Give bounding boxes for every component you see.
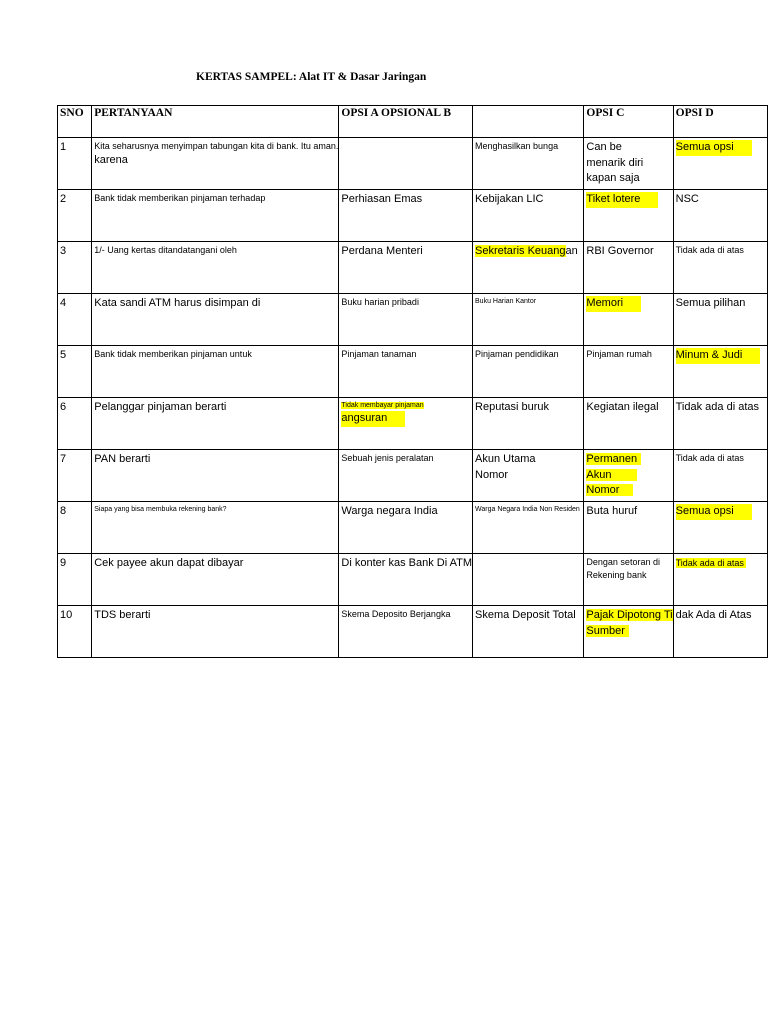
header-opsi-d: OPSI D [673,106,767,138]
row-option-b: Menghasilkan bunga [473,138,584,190]
option-c-line1 [586,452,672,468]
row-sno: 9 [58,554,92,606]
row-option-a: Skema Deposito Berjangka [339,606,473,658]
row-option-c: Buta huruf [584,502,673,554]
table-row [58,190,768,242]
header-pertanyaan: PERTANYAAN [92,106,339,138]
row-option-a [339,138,473,190]
question-text-cont: karena [94,154,128,166]
row-question: Kata sandi ATM harus disimpan di [92,294,339,346]
row-option-c: Pinjaman rumah [584,346,673,398]
table-row [58,346,768,398]
option-c-highlight: Akun [586,469,637,481]
option-b-highlight: Sekretaris Keuang [475,245,566,257]
row-sno: 8 [58,502,92,554]
option-c-line: Can be [586,141,622,153]
row-sno: 4 [58,294,92,346]
row-option-a: Perhiasan Emas [339,190,473,242]
header-row [58,106,768,138]
row-option-a: Di konter kas Bank Di ATM [339,554,473,606]
table-row [58,554,768,606]
table-row [58,450,768,502]
option-c-line2 [586,468,672,484]
row-option-d: NSC [673,190,767,242]
row-option-b: Skema Deposit Total [473,606,584,658]
row-sno: 10 [58,606,92,658]
row-sno: 5 [58,346,92,398]
row-question: Cek payee akun dapat dibayar [92,554,339,606]
row-option-d: Tidak ada di atas [673,398,767,450]
row-option-b: Pinjaman pendidikan [473,346,584,398]
row-option-c [584,606,673,658]
option-b-line: Akun Utama [475,453,536,465]
row-option-c [584,138,673,190]
table-row [58,398,768,450]
row-option-c: RBI Governor [584,242,673,294]
row-option-d [673,346,767,398]
option-c-highlight: Permanen [586,453,641,465]
document-title: KERTAS SAMPEL: Alat IT & Dasar Jaringan [196,71,427,83]
table-row [58,606,768,658]
row-question: 1/- Uang kertas ditandatangani oleh [92,242,339,294]
row-option-c: Kegiatan ilegal [584,398,673,450]
option-b-rest: an [565,245,578,257]
option-c-highlight: Pajak Dipotong Ti [586,609,673,621]
option-c-line2 [586,624,672,640]
option-c-line1 [586,608,672,624]
table-row [58,242,768,294]
option-c-line: menarik diri [586,156,644,169]
header-opsi-c: OPSI C [584,106,673,138]
row-option-d: Semua pilihan [673,294,767,346]
row-question: Bank tidak memberikan pinjaman untuk [92,346,339,398]
option-c-text: Tiket lotere [586,192,658,208]
option-a-line1 [341,400,472,411]
row-option-c [584,450,673,502]
option-a-highlight: Tidak membayar pinjaman [341,402,424,409]
row-option-b [473,450,584,502]
row-sno: 2 [58,190,92,242]
option-d-text: Semua opsi [676,140,752,156]
row-option-a: Perdana Menteri [339,242,473,294]
row-option-b: Buku Harian Kantor [473,294,584,346]
row-question: TDS berarti [92,606,339,658]
option-c-line: kapan saja [586,172,640,184]
row-option-d [673,138,767,190]
option-c-line: Rekening bank [586,570,647,580]
table-row [58,294,768,346]
option-a-highlight-2: angsuran [341,411,405,427]
row-option-d: Tidak ada di atas [673,450,767,502]
option-d-text: Minum & Judi [676,348,761,364]
row-option-a: Warga negara India [339,502,473,554]
row-question: Bank tidak memberikan pinjaman terhadap [92,190,339,242]
row-sno: 7 [58,450,92,502]
option-c-highlight: Nomor [586,484,633,496]
option-c-text: Memori [586,296,641,312]
row-question [92,138,339,190]
row-option-b [473,554,584,606]
row-sno: 1 [58,138,92,190]
row-option-d [673,502,767,554]
row-option-c [584,294,673,346]
header-empty [473,106,584,138]
option-c-line3 [586,483,672,499]
option-c-highlight: Sumber [586,625,629,637]
row-sno: 3 [58,242,92,294]
option-a-line2 [341,411,472,427]
row-option-b: Warga Negara India Non Residen [473,502,584,554]
question-text: Kita seharusnya menyimpan tabungan kita di bank. Itu aman. [94,141,339,151]
row-question: Pelanggar pinjaman berarti [92,398,339,450]
row-option-d: dak Ada di Atas [673,606,767,658]
option-b-line: Nomor [475,468,509,481]
table-row [58,138,768,190]
option-d-text: Semua opsi [676,504,752,520]
row-question: PAN berarti [92,450,339,502]
row-option-b: Reputasi buruk [473,398,584,450]
row-option-d [673,554,767,606]
header-sno: SNO [58,106,92,138]
row-option-a: Sebuah jenis peralatan [339,450,473,502]
header-opsi-a-b: OPSI A OPSIONAL B [339,106,473,138]
table-row [58,502,768,554]
row-option-a: Buku harian pribadi [339,294,473,346]
row-question: Siapa yang bisa membuka rekening bank? [92,502,339,554]
row-option-c [584,554,673,606]
option-d-text: Tidak ada di atas [675,558,744,568]
row-sno: 6 [58,398,92,450]
quiz-table [57,105,768,658]
row-option-a: Pinjaman tanaman [339,346,473,398]
row-option-d: Tidak ada di atas [673,242,767,294]
row-option-a [339,398,473,450]
option-c-line: Dengan setoran di [586,557,660,567]
row-option-b [473,242,584,294]
row-option-c [584,190,673,242]
row-option-b: Kebijakan LIC [473,190,584,242]
